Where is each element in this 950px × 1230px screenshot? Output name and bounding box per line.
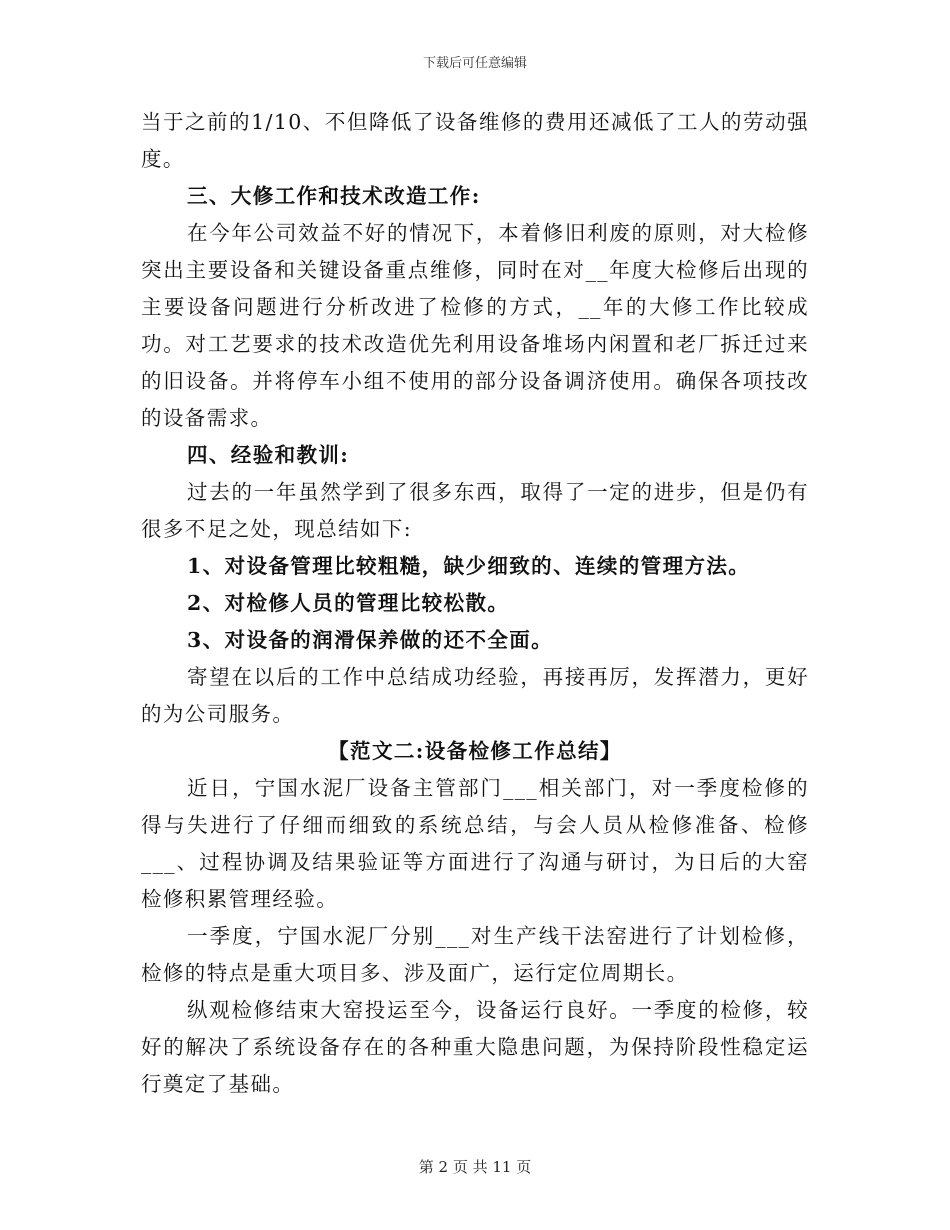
paragraph-closing: 寄望在以后的工作中总结成功经验，再接再厉，发挥潜力，更好的为公司服务。 [141,665,809,726]
paragraph-continuation: 当于之前的1/10、不但降低了设备维修的费用还减低了工人的劳动强度。 [141,110,809,171]
page-header: 下载后可任意编辑 [422,56,527,71]
paragraph-operation-review: 纵观检修结束大窑投运至今，设备运行良好。一季度的检修，较好的解决了系统设备存在的各种重大隐患问题，为保持阶段性稳定运行奠定了基础。 [141,998,809,1096]
paragraph-lessons-intro: 过去的一年虽然学到了很多东西，取得了一定的进步，但是仍有很多不足之处，现总结如下: [141,480,809,541]
paragraph-overhaul: 在今年公司效益不好的情况下，本着修旧利废的原则，对大检修突出主要设备和关键设备重点维修，同时在对__年度大检修后出现的主要设备问题进行分析改进了检修的方式，__年的大修工作比较成功。对工艺要求的技术改造优先利用设备堆场内闲置和老厂拆迁过来的旧设备。并将停车小组不使用的部分设备调济使用。确保各项技改的设备需求。 [141,221,809,430]
lesson-item-3: 3、对设备的润滑保养做的还不全面。 [187,628,554,652]
lesson-item-2: 2、对检修人员的管理比较松散。 [187,591,510,615]
sample-two-title: 【范文二:设备检修工作总结】 [328,739,622,763]
document-body [141,104,809,1103]
section-heading-lessons: 四、经验和教训: [187,443,350,467]
paragraph-sample-two-intro: 近日，宁国水泥厂设备主管部门___相关部门，对一季度检修的得与失进行了仔细而细致的系统总结，与会人员从检修准备、检修___、过程协调及结果验证等方面进行了沟通与研讨，为日后的大窑检修积累管理经验。 [141,776,809,911]
page-footer: 第 2 页 共 11 页 [418,1158,532,1176]
section-heading-overhaul: 三、大修工作和技术改造工作: [187,184,481,208]
lesson-item-1: 1、对设备管理比较粗糙，缺少细致的、连续的管理方法。 [187,554,751,578]
paragraph-q1-maintenance: 一季度，宁国水泥厂分别___对生产线干法窑进行了计划检修，检修的特点是重大项目多、涉及面广，运行定位周期长。 [141,924,809,985]
